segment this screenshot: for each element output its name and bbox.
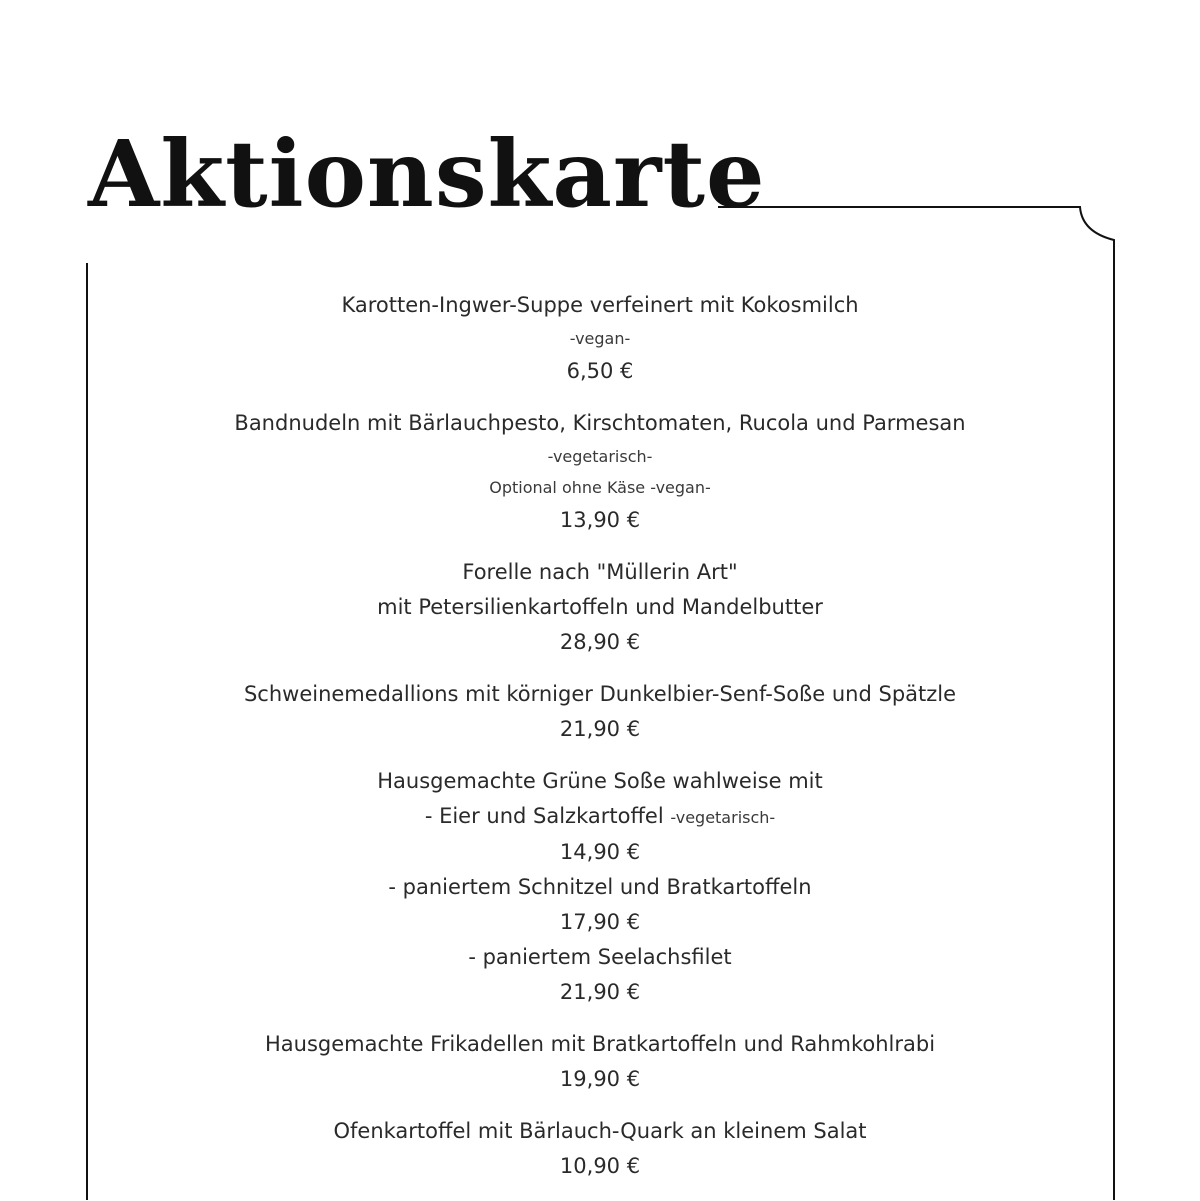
dish-name: Schweinemedallions mit körniger Dunkelbier-Senf-Soße und Spätzle bbox=[243, 682, 957, 706]
option-label: - paniertem Schnitzel und Bratkartoffeln bbox=[388, 875, 812, 899]
dish-price: 28,90 € bbox=[559, 630, 641, 654]
dish-name: Hausgemachte Frikadellen mit Bratkartoffeln und Rahmkohlrabi bbox=[264, 1032, 936, 1056]
option-label: - paniertem Seelachsfilet bbox=[468, 945, 732, 969]
option-price: 14,90 € bbox=[559, 840, 641, 864]
menu-item bbox=[100, 555, 1100, 660]
menu-title: Aktionskarte bbox=[88, 120, 766, 228]
diet-note: -vegan- bbox=[569, 329, 631, 348]
menu-item bbox=[100, 288, 1100, 389]
dish-name: Karotten-Ingwer-Suppe verfeinert mit Kokosmilch bbox=[341, 293, 859, 317]
menu-item bbox=[100, 406, 1100, 538]
menu-item bbox=[100, 1027, 1100, 1097]
menu-item bbox=[100, 1114, 1100, 1184]
dish-price: 6,50 € bbox=[566, 359, 634, 383]
option-note: Optional ohne Käse -vegan- bbox=[489, 478, 711, 497]
dish-name: Ofenkartoffel mit Bärlauch-Quark an kleinem Salat bbox=[333, 1119, 867, 1143]
dish-price: 13,90 € bbox=[559, 508, 641, 532]
option-price: 21,90 € bbox=[559, 980, 641, 1004]
menu-list bbox=[100, 288, 1100, 1201]
dish-price: 10,90 € bbox=[559, 1154, 641, 1178]
dish-name: Forelle nach "Müllerin Art" bbox=[462, 560, 738, 584]
dish-option bbox=[100, 799, 1100, 835]
diet-note: -vegetarisch- bbox=[670, 808, 776, 827]
dish-price: 19,90 € bbox=[559, 1067, 641, 1091]
dish-name: Bandnudeln mit Bärlauchpesto, Kirschtomaten, Rucola und Parmesan bbox=[234, 411, 966, 435]
diet-note: -vegetarisch- bbox=[547, 447, 653, 466]
dish-name-continued: mit Petersilienkartoffeln und Mandelbutter bbox=[377, 595, 823, 619]
dish-price: 21,90 € bbox=[559, 717, 641, 741]
option-price: 17,90 € bbox=[559, 910, 641, 934]
option-label: - Eier und Salzkartoffel bbox=[424, 804, 664, 828]
dish-name: Hausgemachte Grüne Soße wahlweise mit bbox=[377, 769, 823, 793]
menu-item bbox=[100, 764, 1100, 1010]
menu-item bbox=[100, 677, 1100, 747]
